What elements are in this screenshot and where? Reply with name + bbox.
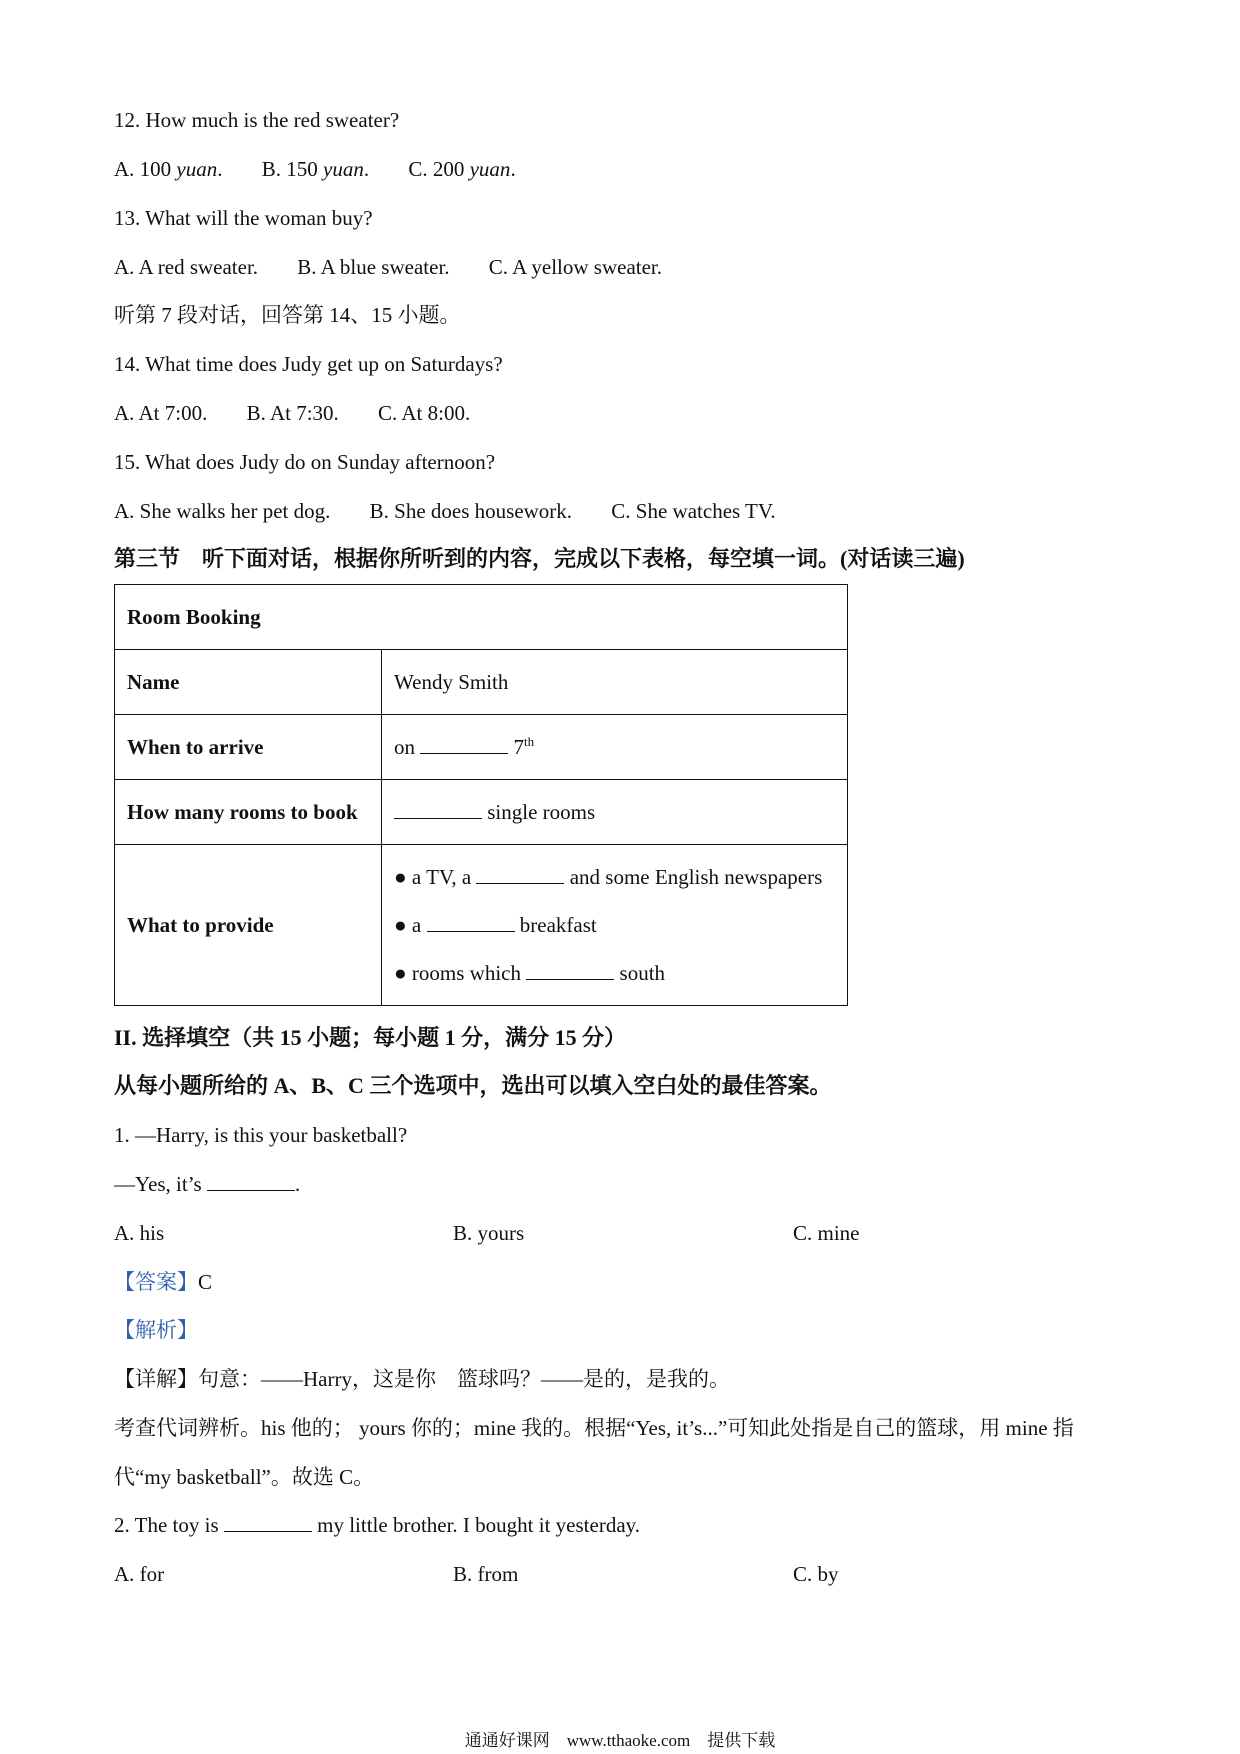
part-2-instruction: 从每小题所给的 A、B、C 三个选项中，选出可以填入空白处的最佳答案。 <box>114 1073 832 1098</box>
p2-question-1-line1: 1. —Harry, is this your basketball? <box>114 1123 408 1147</box>
p2q1-option-c: C. mine <box>793 1221 860 1245</box>
provide-item-1: ● a TV, a and some English newspapers <box>394 865 823 889</box>
q15-option-b: B. She does housework. <box>369 499 573 523</box>
question-14-options <box>114 400 470 426</box>
question-15-options <box>114 498 776 524</box>
detail-line <box>114 1366 730 1392</box>
explanation-line-1: 考查代词辨析。his 他的； yours 你的；mine 我的。根据“Yes, it’s...”可知此处指是自己的篮球，用 mine 指 <box>114 1416 1074 1440</box>
provide-item-2: ● a breakfast <box>394 913 597 937</box>
q14-option-b: B. At 7:30. <box>246 401 339 425</box>
provide-blank-2[interactable] <box>427 913 515 932</box>
p2q1-option-b: B. yours <box>453 1221 525 1245</box>
p2-question-2-stem: 2. The toy is my little brother. I bought it yesterday. <box>114 1513 641 1537</box>
provide-blank-3[interactable] <box>526 961 614 980</box>
detail-label: 【详解】 <box>114 1367 198 1391</box>
p2q2-option-b: B. from <box>453 1562 519 1586</box>
q12-option-a: A. 100 yuan. <box>114 157 223 181</box>
page-footer: 通通好课网 www.tthaoke.com 提供下载 <box>464 1731 776 1750</box>
p2q1-blank[interactable] <box>207 1172 295 1191</box>
p2q2-option-a: A. for <box>114 1562 165 1586</box>
arrive-label: When to arrive <box>115 715 382 780</box>
instruction-dialogue-7: 听第 7 段对话，回答第 14、15 小题。 <box>114 303 461 327</box>
name-label: Name <box>115 650 382 715</box>
answer-value: C <box>198 1270 213 1294</box>
name-value: Wendy Smith <box>382 650 848 715</box>
provide-item-3: ● rooms which south <box>394 961 666 985</box>
question-15-stem: 15. What does Judy do on Sunday afternoon? <box>114 450 496 474</box>
section-3-heading: 第三节 听下面对话，根据你所听到的内容，完成以下表格，每空填一词。(对话读三遍) <box>114 546 965 571</box>
q15-option-a: A. She walks her pet dog. <box>114 499 331 523</box>
question-14-stem: 14. What time does Judy get up on Saturdays? <box>114 352 503 376</box>
detail-text: 句意：——Harry，这是你 篮球吗？——是的，是我的。 <box>198 1367 730 1391</box>
rooms-value: single rooms <box>382 780 848 845</box>
q15-option-c: C. She watches TV. <box>611 499 776 523</box>
part-2-heading: II. 选择填空（共 15 小题；每小题 1 分，满分 15 分） <box>114 1025 627 1050</box>
provide-blank-1[interactable] <box>476 865 564 884</box>
p2q1-option-a: A. his <box>114 1221 165 1245</box>
answer-line <box>114 1269 212 1295</box>
question-12-options <box>114 156 516 182</box>
q12-option-c: C. 200 yuan. <box>408 157 516 181</box>
analysis-label: 【解析】 <box>114 1318 198 1342</box>
question-12-stem: 12. How much is the red sweater? <box>114 108 400 132</box>
explanation-line-2: 代“my basketball”。故选 C。 <box>114 1465 375 1489</box>
p2-question-1-line2: —Yes, it’s . <box>114 1172 301 1196</box>
rooms-label: How many rooms to book <box>115 780 382 845</box>
p2q2-option-c: C. by <box>793 1562 839 1586</box>
provide-value <box>382 845 848 1006</box>
arrive-blank[interactable] <box>420 735 508 754</box>
provide-label: What to provide <box>115 845 382 1006</box>
question-13-stem: 13. What will the woman buy? <box>114 206 373 230</box>
q13-option-c: C. A yellow sweater. <box>488 255 663 279</box>
question-13-options <box>114 254 662 280</box>
q13-option-b: B. A blue sweater. <box>297 255 450 279</box>
q13-option-a: A. A red sweater. <box>114 255 259 279</box>
arrive-value: on 7th <box>382 715 848 780</box>
rooms-blank[interactable] <box>394 800 482 819</box>
q14-option-c: C. At 8:00. <box>378 401 471 425</box>
room-booking-table <box>114 584 848 1006</box>
q12-option-b: B. 150 yuan. <box>261 157 370 181</box>
table-title: Room Booking <box>115 585 848 650</box>
p2q2-blank[interactable] <box>224 1513 312 1532</box>
q14-option-a: A. At 7:00. <box>114 401 208 425</box>
answer-label: 【答案】 <box>114 1270 198 1294</box>
